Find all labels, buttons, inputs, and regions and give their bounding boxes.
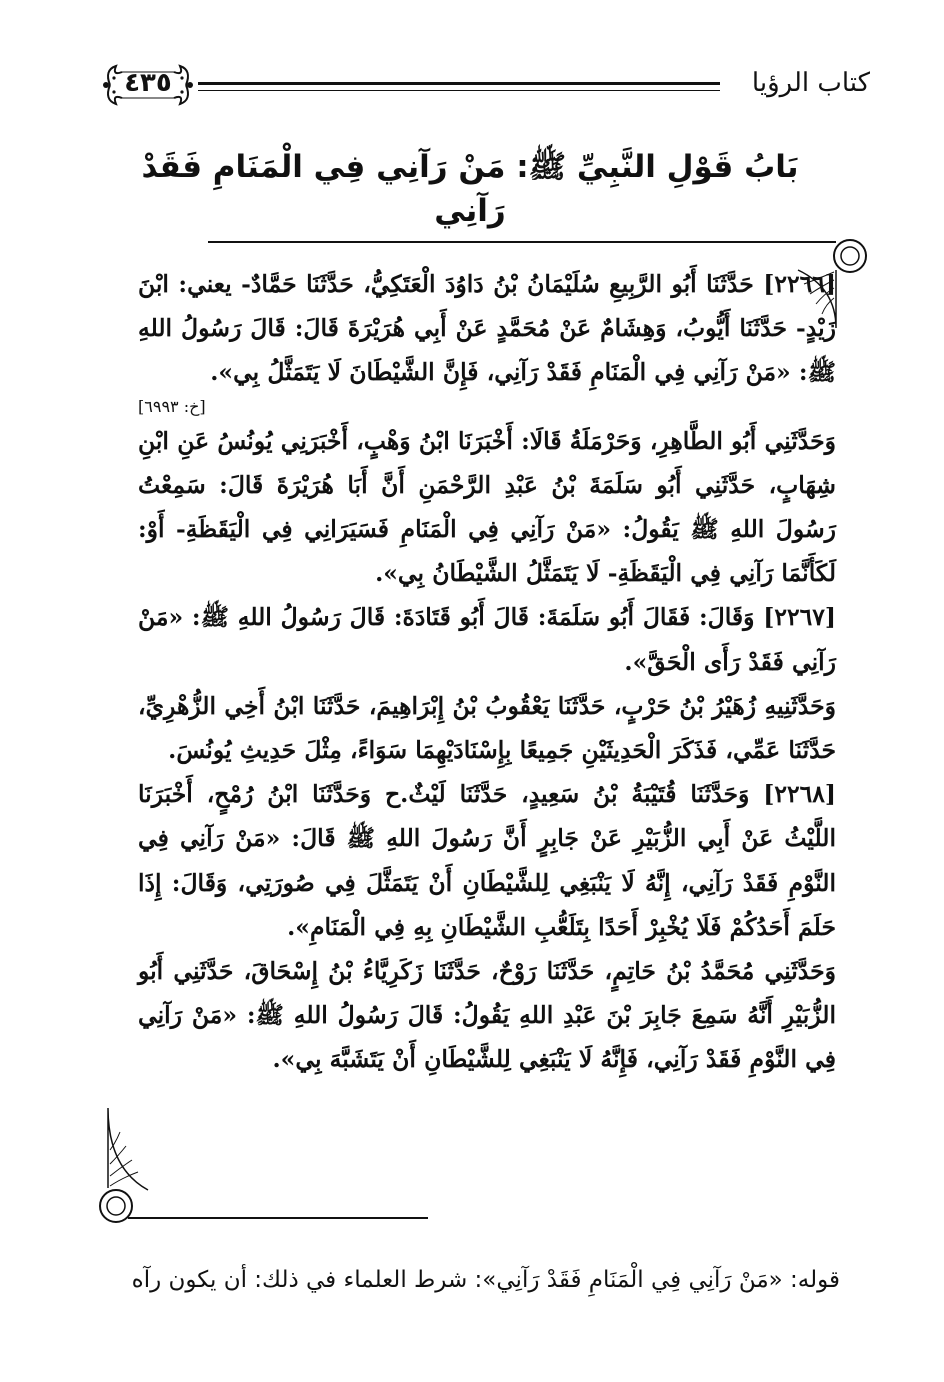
- hadith-paragraph: وَحَدَّثَنِي أَبُو الطَّاهِرِ، وَحَرْمَلَةُ قَالَا: أَخْبَرَنَا ابْنُ وَهْبٍ، أَخْبَرَنِي يُونُسُ عَنِ ابْنِ شِهَابٍ، حَدَّثَنِي أَبُو سَلَمَةَ بْنُ عَبْدِ الرَّحْمَنِ أَنَّ أَبَا هُرَيْرَةَ قَالَ: سَمِعْتُ رَسُولَ اللهِ ﷺ يَقُولُ: «مَنْ رَآنِي فِي الْمَنَامِ فَسَيَرَانِي فِي الْيَقَظَةِ- أَوْ: لَكَأَنَّمَا رَآنِي فِي الْيَقَظَةِ- لَا يَتَمَثَّلُ الشَّيْطَانُ بِي».: [138, 426, 836, 588]
- page-header: [100, 60, 870, 116]
- reference-citation: [خ: ٦٩٩٣]: [138, 396, 206, 416]
- hadith-paragraph: [٢٢٦٦] حَدَّثَنَا أَبُو الرَّبِيعِ سُلَيْمَانُ بْنُ دَاوُدَ الْعَتَكِيُّ، حَدَّثَنَا حَمَّادٌ- يعني: ابْنَ زَيْدٍ- حَدَّثَنَا أَيُّوبُ، وَهِشَامٌ عَنْ مُحَمَّدٍ عَنْ أَبِي هُرَيْرَةَ قَالَ: قَالَ رَسُولُ اللهِ ﷺ: «مَنْ رَآنِي فِي الْمَنَامِ فَقَدْ رَآنِي، فَإِنَّ الشَّيْطَانَ لَا يَتَمَثَّلُ بِي».: [138, 270, 836, 387]
- chapter-heading: بَابُ قَوْلِ النَّبِيِّ ﷺ: مَنْ رَآنِي فِي الْمَنَامِ فَقَدْ رَآنِي: [141, 149, 799, 229]
- hadith-paragraph: [٢٢٦٨] وَحَدَّثَنَا قُتَيْبَةُ بْنُ سَعِيدٍ، حَدَّثَنَا لَيْثٌ.ح وَحَدَّثَنَا ابْنُ رُمْحٍ، أَخْبَرَنَا اللَّيْثُ عَنْ أَبِي الزُّبَيْرِ عَنْ جَابِرٍ أَنَّ رَسُولَ اللهِ ﷺ قَالَ: «مَنْ رَآنِي فِي النَّوْمِ فَقَدْ رَآنِي، إِنَّهُ لَا يَنْبَغِي لِلشَّيْطَانِ أَنْ يَتَمَثَّلَ فِي صُورَتِي، وَقَالَ: إِذَا حَلَمَ أَحَدُكُمْ فَلَا يُخْبِرْ أَحَدًا بِتَلَعُّبِ الشَّيْطَانِ بِهِ فِي الْمَنَامِ».: [138, 780, 836, 941]
- header-rule-thin: [198, 90, 720, 91]
- page-number-badge: [100, 60, 196, 110]
- hadith-text-block: [138, 262, 836, 1082]
- hadith-paragraph: وَحَدَّثَنِيهِ زُهَيْرُ بْنُ حَرْبٍ، حَدَّثَنَا يَعْقُوبُ بْنُ إِبْرَاهِيمَ، حَدَّثَنَا ابْنُ أَخِي الزُّهْرِيِّ، حَدَّثَنَا عَمِّي، فَذَكَرَ الْحَدِيثَيْنِ جَمِيعًا بِإِسْنَادَيْهِمَا سَوَاءً، مِثْلَ حَدِيثِ يُونُسَ.: [138, 691, 836, 765]
- hadith-paragraph: وَحَدَّثَنِي مُحَمَّدُ بْنُ حَاتِمٍ، حَدَّثَنَا رَوْحٌ، حَدَّثَنَا زَكَرِيَّاءُ بْنُ إِسْحَاقَ، حَدَّثَنِي أَبُو الزُّبَيْرِ أَنَّهُ سَمِعَ جَابِرَ بْنَ عَبْدِ اللهِ يَقُولُ: قَالَ رَسُولُ اللهِ ﷺ: «مَنْ رَآنِي فِي النَّوْمِ فَقَدْ رَآنِي، فَإِنَّهُ لَا يَنْبَغِي لِلشَّيْطَانِ أَنْ يَتَشَبَّهَ بِي».: [138, 957, 836, 1074]
- book-title: كتاب الرؤيا: [751, 68, 870, 98]
- page-number: ٤٣٥: [124, 68, 172, 98]
- commentary-text: قوله: «مَنْ رَآنِي فِي الْمَنَامِ فَقَدْ رَآنِي»: شرط العلماء في ذلك: أن يكون رآه: [131, 1267, 840, 1293]
- hadith-paragraph: [٢٢٦٧] وَقَالَ: فَقَالَ أَبُو سَلَمَةَ: قَالَ أَبُو قَتَادَةَ: قَالَ رَسُولُ اللهِ ﷺ: «مَنْ رَآنِي فَقَدْ رَأَى الْحَقَّ».: [138, 603, 836, 676]
- header-rule: [198, 82, 720, 85]
